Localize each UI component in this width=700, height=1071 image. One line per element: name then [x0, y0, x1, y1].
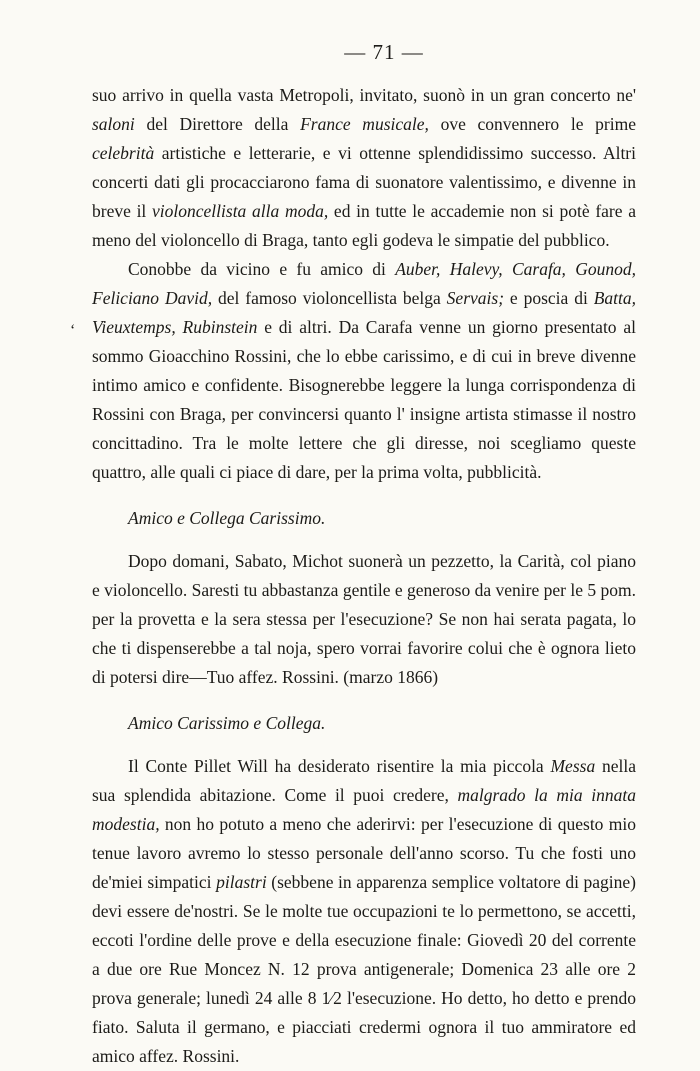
text-run: del Direttore della — [134, 114, 301, 134]
text-run: artistiche e letterarie, e vi ottenne splendidissimo successo. Altri concerti dati gli procacciarono fama di suonatore valentissimo, e divenne in breve il — [92, 143, 636, 221]
italic-text: Servais; — [446, 288, 505, 308]
text-run: e poscia di — [504, 288, 594, 308]
letter-2-body — [92, 752, 636, 1071]
italic-text: Batta, Vieuxtemps, Rubinstein — [92, 288, 637, 337]
italic-text: Messa — [550, 756, 596, 776]
italic-text: celebrità — [92, 143, 155, 163]
text-run: Il Conte Pillet Will ha desiderato risentire la mia piccola — [128, 756, 551, 776]
italic-text: saloni — [92, 114, 135, 134]
text-run: Dopo domani, Sabato, Michot suonerà un pezzetto, la Carità, col piano e violoncello. Saresti tu abbastanza gentile e generoso da venire per le 5 pom. per la provetta e la sera stessa per l'esecuzione? Se non hai serata pagata, lo che ti dispenserebbe a tal noja, spero vorrai favorire colui che è ognora lieto di potersi dire—Tuo affez. Rossini. (marzo 1866) — [92, 551, 636, 687]
letter-1-body — [92, 547, 636, 692]
page-number: — 71 — — [344, 40, 424, 64]
text-run: ove convennero le prime — [428, 114, 636, 134]
text-run: nella sua splendida abitazione. Come il puoi credere, — [92, 756, 636, 805]
paragraph-1 — [92, 81, 636, 255]
italic-text: France musicale, — [300, 114, 429, 134]
text-run: del famoso violoncellista belga — [212, 288, 447, 308]
text-run: (sebbene in apparenza semplice voltatore di pagine) devi essere de'nostri. Se le molte tue occupazioni te lo permettono, se accetti, eccoti l'ordine delle prove e della esecuzione finale: Giovedì 20 del corrente a due ore Rue Moncez N. 12 prova antigenerale; Domenica 23 alle ore 2 prova generale; lunedì 24 alle 8 1⁄2 l'esecuzione. Ho detto, ho detto e prendo fiato. Saluta il germano, e piacciati credermi ognora il tuo ammiratore ed amico affez. Rossini. — [92, 872, 636, 1066]
letter-2-salutation: Amico Carissimo e Collega. — [128, 713, 326, 733]
paragraph-2 — [92, 255, 636, 487]
italic-text: pilastri — [216, 872, 267, 892]
margin-mark: ʻ — [70, 322, 76, 339]
italic-text: malgrado la mia innata modestia, — [92, 785, 636, 834]
text-run: e di altri. Da Carafa venne un giorno presentato al sommo Gioacchino Rossini, che lo ebbe carissimo, e di cui in breve divenne intimo amico e confidente. Bisognerebbe leggere la lunga corrispondenza di Rossini con Braga, per convincersi quanto l' insigne artista stimasse il nostro concittadino. Tra le molte lettere che gli diresse, noi scegliamo queste quattro, alle quali ci piace di dare, per la prima volta, pubblicità. — [92, 317, 636, 482]
italic-text: Auber, Halevy, Carafa, Gounod, Feliciano David, — [92, 259, 636, 308]
text-run: non ho potuto a meno che aderirvi: per l'esecuzione di questo mio tenue lavoro avremo lo stesso personale dell'anno scorso. Tu che fosti uno de'miei simpatici — [92, 814, 636, 892]
text-run: Conobbe da vicino e fu amico di — [128, 259, 396, 279]
text-run: suo arrivo in quella vasta Metropoli, invitato, suonò in un gran concerto ne' — [92, 85, 636, 105]
italic-text: violoncellista alla moda, — [152, 201, 329, 221]
letter-1-salutation: Amico e Collega Carissimo. — [128, 508, 326, 528]
text-run: ed in tutte le accademie non si potè fare a meno del violoncello di Braga, tanto egli godeva le simpatie del pubblico. — [92, 201, 637, 250]
